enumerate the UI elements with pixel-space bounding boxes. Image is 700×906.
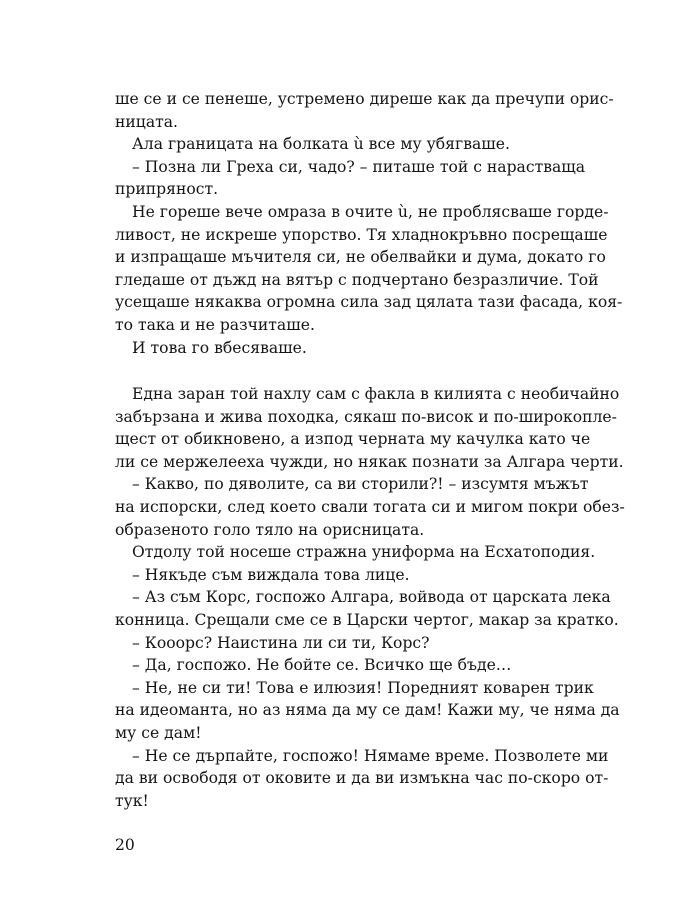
text-section-2: [115, 383, 625, 812]
text-line: на идеоманта, но аз няма да му се дам! Кажи му, че няма да: [115, 701, 620, 720]
text-line: ли се мержелееха чужди, но някак познати за Алгара черти.: [115, 452, 624, 471]
text-line: Ала границата на болката ù все му убягваше.: [132, 135, 510, 154]
text-line: И това го вбесяваше.: [132, 338, 307, 357]
text-line: – Някъде съм виждала това лице.: [132, 565, 410, 584]
text-line: на испорски, след което свали тогата си и мигом покри обез-: [115, 497, 625, 516]
text-line: Отдолу той носеше стражна униформа на Есхатоподия.: [132, 543, 596, 562]
text-line: ше се и се пенеше, устремено диреше как да пречупи орис-: [115, 90, 614, 108]
text-line: гледаше от дъжд на вятър с подчертано безразличие. Той: [115, 270, 599, 289]
text-line: – Не, не си ти! Това е илюзия! Поредният коварен трик: [132, 678, 594, 697]
text-line: – Да, госпожо. Не бойте се. Всичко ще бъде…: [132, 656, 512, 675]
text-line: Не гореше вече омраза в очите ù, не проблясваше горде-: [132, 202, 609, 221]
text-line: ницата.: [115, 112, 178, 131]
text-line: конница. Срещали сме се в Царски чертог, макар за кратко.: [115, 610, 619, 629]
text-line: – Не се дърпайте, госпожо! Нямаме време. Позволете ми: [132, 746, 609, 765]
text-line: и изпращаше мъчителя си, не обелвайки и дума, докато го: [115, 248, 606, 267]
text-line: му се дам!: [115, 723, 202, 742]
text-line: – Кооорс? Наистина ли си ти, Корс?: [132, 633, 430, 652]
text-line: да ви освободя от оковите и да ви измъкна час по-скоро от-: [115, 769, 609, 788]
text-line: Една заран той нахлу сам с факла в килията с необичайно: [132, 385, 620, 403]
text-line: ливост, не искреше упорство. Тя хладнокръвно посрещаше: [115, 225, 608, 244]
text-line: – Позна ли Греха си, чадо? – питаше той с нарастваща: [132, 157, 586, 176]
text-line: тук!: [115, 791, 149, 810]
page-number: 20: [115, 836, 135, 854]
text-line: припряност.: [115, 180, 219, 199]
text-line: щест от обикновено, а изпод черната му качулка като че: [115, 430, 591, 449]
text-line: усещаше някаква огромна сила зад цялата тази фасада, коя-: [115, 293, 623, 312]
text-line: – Какво, по дяволите, са ви сторили?! – изсумтя мъжът: [132, 475, 589, 494]
text-line: забързана и жива походка, сякаш по-висок и по-широкопле-: [115, 407, 617, 426]
text-line: – Аз съм Корс, госпожо Алгара, войвода от царската лека: [132, 588, 611, 607]
text-line: образеното голо тяло на орисницата.: [115, 520, 425, 539]
text-line: то така и не разчиташе.: [115, 315, 315, 334]
text-section-1: [115, 88, 623, 359]
